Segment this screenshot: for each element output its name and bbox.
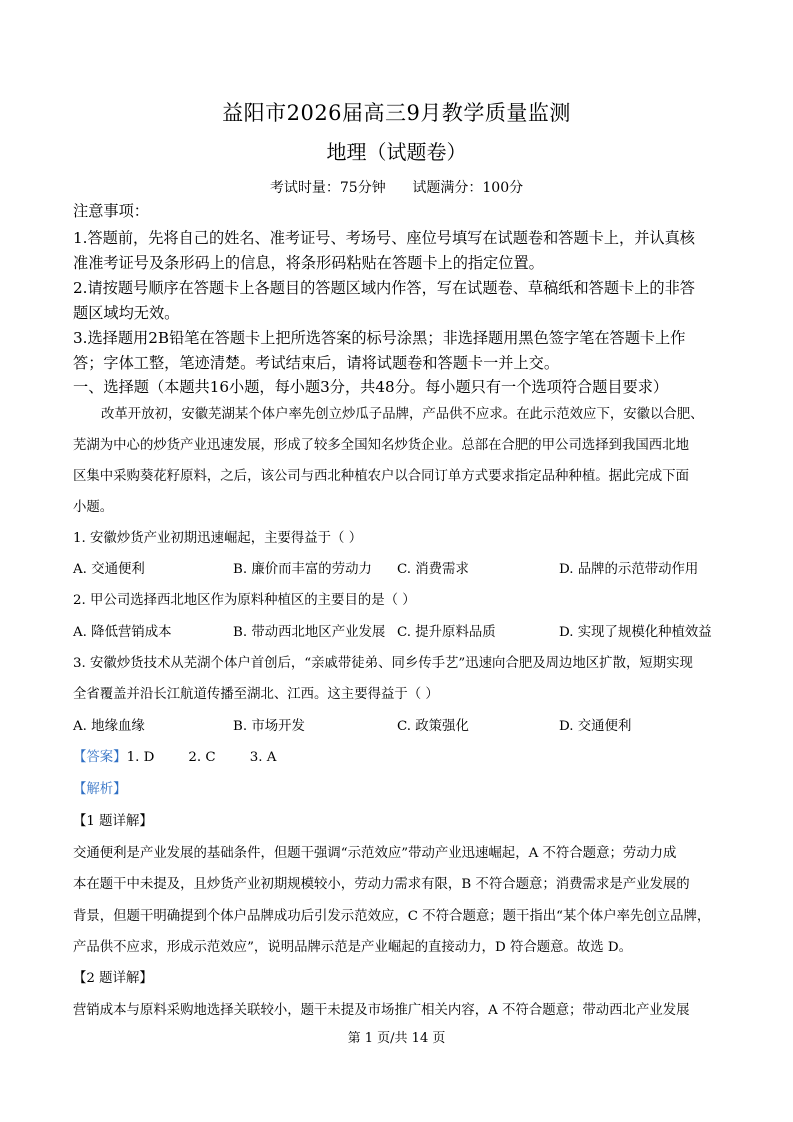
notes-line: 3.选择题用2B铅笔在答题卡上把所选答案的标号涂黑；非选择题用黑色签字笔在答题卡上作 [73, 329, 686, 347]
question-option: C. 提升原料品质 [397, 625, 496, 640]
detail-line: 产品供不应求，形成示范效应”，说明品牌示范是产业崛起的直接动力，D 符合题意。故选 D。 [73, 940, 633, 955]
answer-row [73, 746, 276, 765]
question-option: A. 交通便利 [73, 562, 145, 577]
page-subtitle: 地理（试题卷） [326, 140, 467, 164]
question-option: B. 市场开发 [233, 719, 305, 734]
question-option: A. 降低营销成本 [73, 625, 172, 640]
notes-line: 1.答题前，先将自己的姓名、准考证号、考场号、座位号填写在试题卷和答题卡上，并认真核 [73, 229, 695, 247]
answer-text: 1. D 2. C 3. A [126, 750, 277, 765]
question-stem: 1. 安徽炒货产业初期迅速崛起，主要得益于（ ） [73, 531, 363, 546]
detail-line: 交通便利是产业发展的基础条件，但题干强调“示范效应”带动产业迅速崛起，A 不符合题意；劳动力成 [73, 846, 677, 861]
question-option: A. 地缘血缘 [73, 719, 145, 734]
exam-info: 考试时量：75分钟 试题满分：100分 [269, 180, 524, 196]
question-option: D. 交通便利 [559, 719, 632, 734]
section-heading: 一、选择题（本题共16小题，每小题3分，共48分。每小题只有一个选项符合题目要求） [73, 378, 669, 396]
detail-line: 背景，但题干明确提到个体户品牌成功后引发示范效应，C 不符合题意；题干指出“某个体户率先创立品牌， [73, 909, 711, 924]
question-option: D. 品牌的示范带动作用 [559, 562, 699, 577]
passage-line: 改革开放初，安徽芜湖某个体户率先创立炒瓜子品牌，产品供不应求。在此示范效应下，安徽以合肥、 [101, 407, 704, 422]
question-option: B. 廉价而丰富的劳动力 [233, 562, 372, 577]
notes-line: 答；字体工整，笔迹清楚。考试结束后，请将试题卷和答题卡一并上交。 [73, 354, 559, 372]
detail-heading: 【1 题详解】 [73, 814, 153, 829]
analysis-tag: 【解析】 [73, 782, 127, 797]
passage-line: 芜湖为中心的炒货产业迅速发展，形成了较多全国知名炒货企业。总部在合肥的甲公司选择到我国西北地 [73, 438, 689, 453]
detail-line: 营销成本与原料采购地选择关联较小，题干未提及市场推广相关内容，A 不符合题意；带动西北产业发展 [73, 1003, 690, 1018]
notes-line: 准准考证号及条形码上的信息，将条形码粘贴在答题卡上的指定位置。 [73, 254, 544, 272]
question-option: D. 实现了规模化种植效益 [559, 625, 712, 640]
passage-line: 区集中采购葵花籽原料，之后，该公司与西北种植农户以合同订单方式要求指定品种种植。据此完成下面 [73, 469, 689, 484]
page-title: 益阳市2026届高三9月教学质量监测 [222, 101, 571, 125]
notes-heading: 注意事项： [73, 202, 149, 220]
question-stem: 3. 安徽炒货技术从芜湖个体户首创后，“亲戚带徒弟、同乡传手艺”迅速向合肥及周边地区扩散，短期实现 [73, 656, 693, 671]
question-option: C. 政策强化 [397, 719, 469, 734]
question-option: B. 带动西北地区产业发展 [233, 625, 386, 640]
question-option: C. 消费需求 [397, 562, 469, 577]
question-stem: 2. 甲公司选择西北地区作为原料种植区的主要目的是（ ） [73, 593, 416, 608]
question-stem: 全省覆盖并沿长江航道传播至湖北、江西。这主要得益于（ ） [73, 687, 439, 702]
page-footer: 第 1 页/共 14 页 [347, 1031, 446, 1046]
detail-heading: 【2 题详解】 [73, 971, 153, 986]
notes-line: 2.请按题号顺序在答题卡上各题目的答题区域内作答，写在试题卷、草稿纸和答题卡上的非答 [73, 279, 695, 297]
answer-tag: 【答案】 [73, 750, 127, 765]
notes-line: 题区域均无效。 [73, 304, 180, 322]
passage-line: 小题。 [73, 500, 114, 515]
detail-line: 本在题干中未提及，且炒货产业初期规模较小，劳动力需求有限，B 不符合题意；消费需求是产业发展的 [73, 877, 690, 892]
